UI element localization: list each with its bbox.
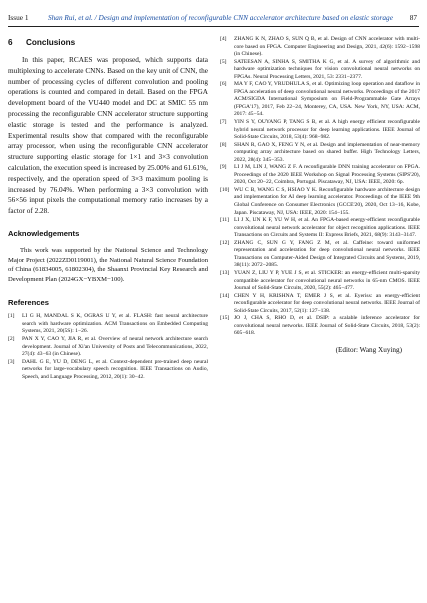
reference-text: YUAN Z, LIU Y P, YUE J S, et al. STICKER: an energy-efficient multi-sparsity compatible accelerator for convolutional neural networks in 65-nm CMOS. IEEE Journal of Solid-State Circuits, 2020, 55(2): 465−477. bbox=[234, 269, 420, 292]
reference-text: LI J X, UN K F, YU W H, et al. An FPGA-based energy-efficient reconfigurable convolutional neural network accelerator for object recognition applications. IEEE Transactions on Circuits and Systems II: Express Briefs, 2021, 68(9): 3143−3147. bbox=[234, 217, 420, 239]
reference-item bbox=[220, 187, 420, 217]
reference-item bbox=[220, 240, 420, 270]
references-heading: References bbox=[8, 298, 49, 308]
reference-item bbox=[220, 81, 420, 119]
reference-number: [3] bbox=[8, 358, 15, 365]
left-column bbox=[8, 36, 208, 381]
right-column bbox=[220, 36, 420, 354]
section-title: Conclusions bbox=[26, 38, 76, 47]
reference-item bbox=[220, 142, 420, 165]
reference-number: [2] bbox=[8, 335, 15, 342]
reference-list-left bbox=[8, 313, 208, 381]
editor-note: (Editor: Wang Xuying) bbox=[335, 345, 402, 354]
running-title: Shan Rui, et al. / Design and implementation of reconfigurable CNN accelerator architecture based on elastic storage bbox=[48, 13, 393, 22]
reference-item bbox=[220, 119, 420, 142]
reference-text: JO J, CHA S, RHO D, et al. DSIP: a scalable inference accelerator for convolutional neural networks. IEEE Journal of Solid-State Circuits, 2018, 53(2): 605−618. bbox=[234, 315, 420, 337]
reference-number: [5] bbox=[220, 58, 227, 65]
reference-number: [6] bbox=[220, 81, 227, 88]
conclusions-paragraph: In this paper, RCAES was proposed, which supports data multiplexing to accelerate CNNs. Based on the key unit of CNN, the number of processing cycles of different convolution and pooling operations is counted and compared in detail. Based on the FPGA development board of the VU440 model and DC at SMIC 55 nm processing the reconfigurable CNN accelerator structure supporting elastic storage is tested and the performance is analyzed. Experimental results show that compared with the reconfigurable array processor, when using the reconfigurable CNN accelerator structure supporting elastic storage for 1×1 and 3×3 convolution calculation, the execution speed is increased by 25.00% and 61.61%, respectively, and the operation speed of 3×3 maximum pooling is increased by 76.04%. When performing a 3×3 convolution with 56×56 input pixels the computational memory ratio increases by a factor of 2.28. bbox=[8, 56, 208, 216]
reference-number: [9] bbox=[220, 164, 227, 171]
issue-label: Issue 1 bbox=[8, 13, 29, 22]
reference-text: LI G H, MANDAL S K, OGRAS U Y, et al. FLASH: fast neural architecture search with hardware optimization. ACM Transactions on Embedded Computing Systems, 2021, 20(5S): 1−26. bbox=[22, 313, 208, 335]
section-number: 6 bbox=[8, 38, 13, 47]
page-number: 87 bbox=[409, 13, 417, 22]
acknowledgements-heading: Acknowledgements bbox=[8, 228, 80, 238]
reference-text: ZHANG K N, ZHAO S, SUN Q B, et al. Design of CNN accelerator with multi-core based on FPGA. Computer Engineering and Design, 2021, 42(6): 1592−1598 (in Chinese). bbox=[234, 36, 420, 58]
reference-text: PAN X Y, CAO Y, JIA R, et al. Overview of neural network architecture search development. Journal of Xi'an University of Posts and Telecommunications, 2022, 27(4): 43−63 (in Chinese). bbox=[22, 335, 208, 358]
reference-text: SATEESAN A, SINHA S, SMITHA K G, et al. A survey of algorithmic and hardware optimization techniques for vision convolutional neural networks on FPGAs. Neural Processing Letters, 2021, 53: 2331−2377. bbox=[234, 58, 420, 80]
reference-text: WU C B, WANG C S, HSIAO Y K. Reconfigurable hardware architecture design and implementation for AI deep learning accelerator. Proceedings of the IEEE 9th Global Conference on Consumer Electronics (GCCE'20), 2020, Oct 13−16, Kobe, Japan. Piscataway, NJ, USA: IEEE, 2020: 154−155. bbox=[234, 186, 420, 216]
reference-text: DAHL G E, YU D, DENG L, et al. Context-dependent pre-trained deep neural networks for large-vocabulary speech recognition. IEEE Transactions on Audio, Speech, and Language Processing, 2012, 20(1): 30−42. bbox=[22, 358, 208, 380]
reference-item bbox=[220, 217, 420, 240]
reference-number: [10] bbox=[220, 186, 230, 193]
reference-item bbox=[220, 164, 420, 187]
reference-number: [1] bbox=[8, 313, 15, 320]
reference-number: [12] bbox=[220, 239, 230, 246]
reference-number: [11] bbox=[220, 217, 230, 224]
reference-text: LI J M, LIN J, WANG Z F. A reconfigurable DNN training accelerator on FPGA. Proceedings of the 2020 IEEE Workshop on Signal Processing Systems (SIPS'20), 2020, Oct 20−22, Coimbra, Portugal. Piscataway, NJ, USA: IEEE, 2020: 6p. bbox=[234, 164, 420, 186]
reference-item bbox=[8, 359, 208, 382]
reference-number: [13] bbox=[220, 269, 230, 276]
acknowledgements-text: This work was supported by the National Science and Technology Major Project (2022ZD0119001), the National Natural Science Foundation of China (61834005, 61802304), the Shaanxi Provincial Key Research and Development Plan (2024GX−YBXM−100). bbox=[8, 246, 208, 283]
reference-number: [7] bbox=[220, 119, 227, 126]
reference-text: MA Y F, CAO Y, VRUDHULA S, et al. Optimizing loop operation and dataflow in FPGA acceleration of deep convolutional neural networks. Proceedings of the 2017 ACM/SIGDA International Symposium on Field-Programmable Gate Arrays (FPGA'17), 2017, Feb 22−24, Monterey, CA, USA. New York, NY, USA: ACM, 2017: 45−54. bbox=[234, 81, 420, 118]
reference-text: YIN S Y, OUYANG P, TANG S B, et al. A high energy efficient reconfigurable hybrid neural network processor for deep learning applications. IEEE Journal of Solid-State Circuits, 2018, 53(4): 968−982. bbox=[234, 119, 420, 141]
reference-number: [14] bbox=[220, 292, 230, 299]
reference-text: ZHANG C, SUN G Y, FANG Z M, et al. Caffeine: toward uniformed representation and acceleration for deep convolutional neural networks. IEEE Transactions on Computer-Aided Design of Integrated Circuits and Systems, 2019, 38(11): 2072−2085. bbox=[234, 239, 420, 269]
page-header bbox=[8, 12, 419, 27]
reference-number: [15] bbox=[220, 315, 230, 322]
conclusions-heading bbox=[8, 38, 208, 47]
reference-item bbox=[8, 313, 208, 336]
reference-item bbox=[220, 36, 420, 59]
reference-item bbox=[220, 293, 420, 316]
reference-text: SHAN R, GAO X, FENG Y N, et al. Design and implementation of near-memory computing array architecture based on shared buffer. High Technology Letters, 2022, 28(4): 345−353. bbox=[234, 141, 420, 163]
reference-item bbox=[220, 270, 420, 293]
reference-text: CHEN Y H, KRISHNA T, EMER J S, et al. Eyeriss: an energy-efficient reconfigurable accelerator for deep convolutional neural networks. IEEE Journal of Solid-State Circuits, 2017, 52(1): 127−138. bbox=[234, 292, 420, 314]
reference-number: [4] bbox=[220, 36, 227, 42]
reference-item bbox=[220, 59, 420, 82]
reference-number: [8] bbox=[220, 141, 227, 148]
reference-item bbox=[220, 315, 420, 338]
reference-item bbox=[8, 336, 208, 359]
reference-list-right bbox=[220, 36, 420, 338]
